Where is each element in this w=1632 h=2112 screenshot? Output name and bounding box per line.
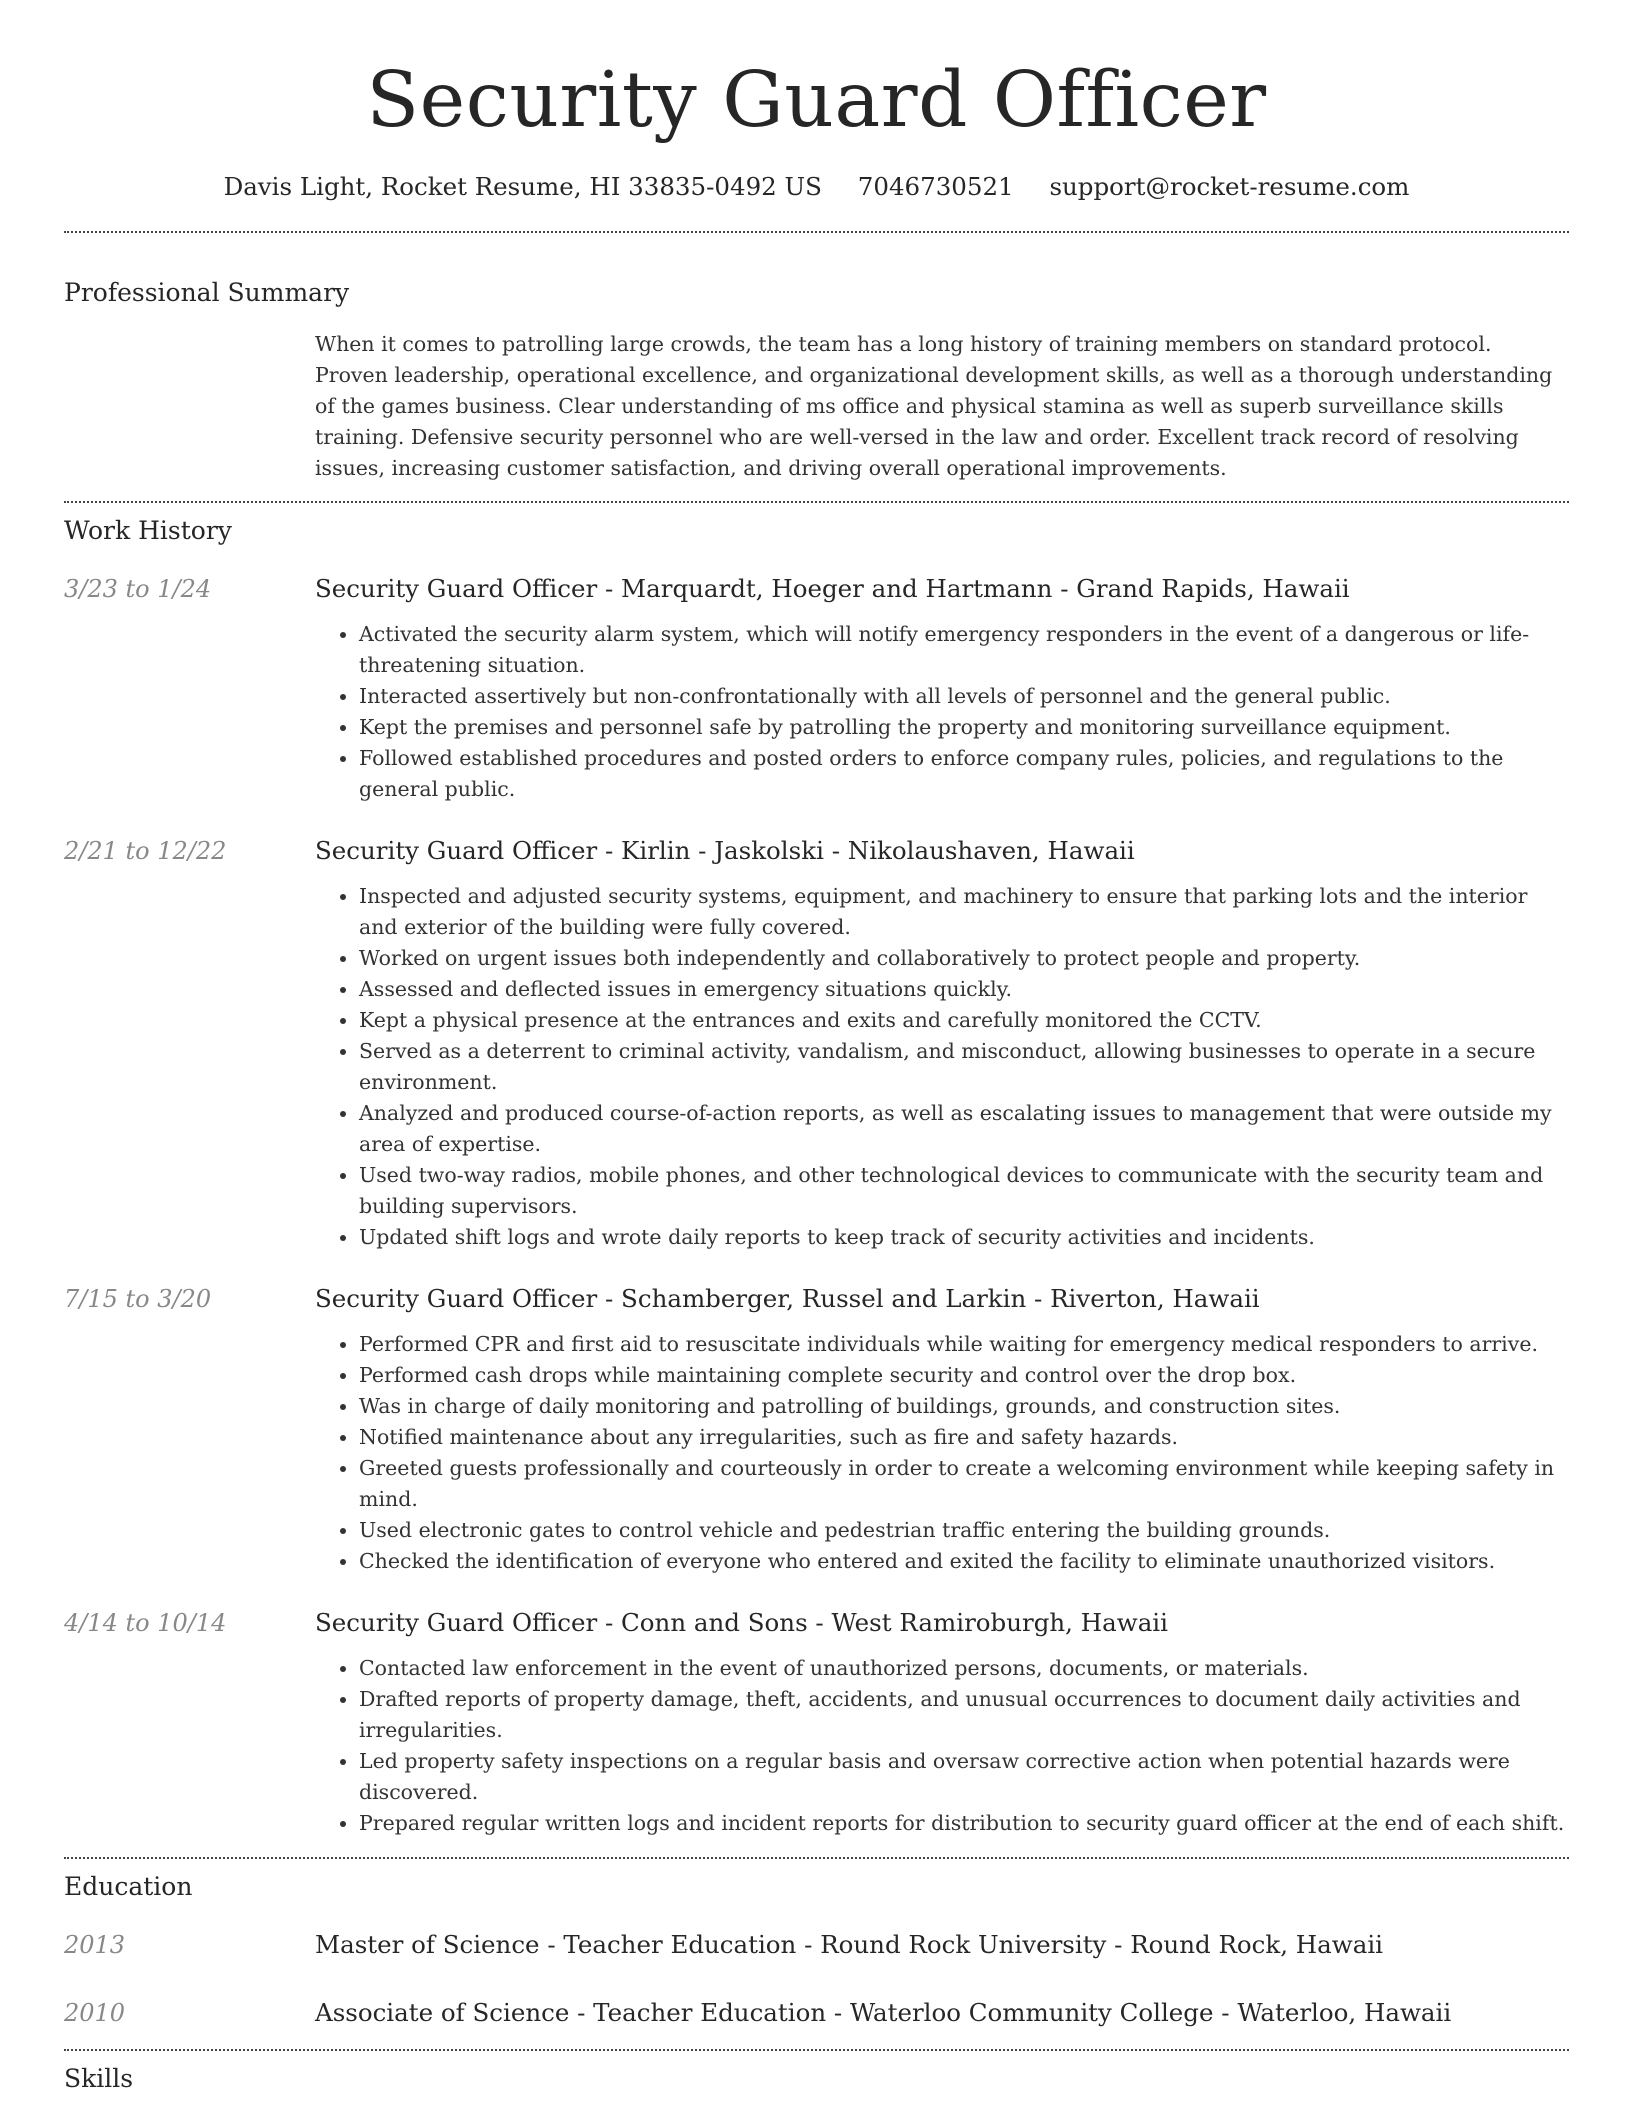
job-bullet: • Used electronic gates to control vehicle and pedestrian traffic entering the building grounds. bbox=[359, 1515, 1569, 1546]
job-bullet: • Served as a deterrent to criminal activity, vandalism, and misconduct, allowing businesses to operate in a secure environment. bbox=[359, 1036, 1569, 1098]
job-bullets bbox=[315, 1653, 1569, 1839]
job-dates: 4/14 to 10/14 bbox=[64, 1609, 227, 1637]
education-year: 2013 bbox=[64, 1931, 126, 1959]
job-bullet: • Inspected and adjusted security systems, equipment, and machinery to ensure that parking lots and the interior and exterior of the building were fully covered. bbox=[359, 881, 1569, 943]
job-bullet: • Used two-way radios, mobile phones, and other technological devices to communicate with the security team and building supervisors. bbox=[359, 1160, 1569, 1222]
section-divider bbox=[64, 1857, 1569, 1859]
job-bullet: • Contacted law enforcement in the event of unauthorized persons, documents, or materials. bbox=[359, 1653, 1569, 1684]
job-bullet: • Performed cash drops while maintaining complete security and control over the drop box. bbox=[359, 1360, 1569, 1391]
contact-phone: 7046730521 bbox=[857, 172, 1014, 201]
education-entry bbox=[64, 1927, 1569, 1963]
job-bullet: • Checked the identification of everyone who entered and exited the facility to eliminate unauthorized visitors. bbox=[359, 1546, 1569, 1577]
job-bullet: • Drafted reports of property damage, theft, accidents, and unusual occurrences to document daily activities and irregularities. bbox=[359, 1684, 1569, 1746]
section-divider bbox=[64, 231, 1569, 233]
job-bullet: • Kept a physical presence at the entrances and exits and carefully monitored the CCTV. bbox=[359, 1005, 1569, 1036]
job-bullet: • Greeted guests professionally and courteously in order to create a welcoming environment while keeping safety in mind. bbox=[359, 1453, 1569, 1515]
job-bullet: • Interacted assertively but non-confrontationally with all levels of personnel and the general public. bbox=[359, 681, 1569, 712]
education-year: 2010 bbox=[64, 1999, 126, 2027]
job-bullet: • Kept the premises and personnel safe by patrolling the property and monitoring surveillance equipment. bbox=[359, 712, 1569, 743]
section-divider bbox=[64, 501, 1569, 503]
job-bullets bbox=[315, 1329, 1569, 1577]
job-bullet: • Updated shift logs and wrote daily reports to keep track of security activities and incidents. bbox=[359, 1222, 1569, 1253]
section-heading-summary: Professional Summary bbox=[64, 278, 350, 307]
job-title: Security Guard Officer - Marquardt, Hoeger and Hartmann - Grand Rapids, Hawaii bbox=[315, 574, 1350, 603]
section-heading-skills: Skills bbox=[64, 2064, 134, 2093]
job-bullet: • Worked on urgent issues both independently and collaboratively to protect people and property. bbox=[359, 943, 1569, 974]
section-divider bbox=[64, 2049, 1569, 2051]
job-bullets bbox=[315, 881, 1569, 1253]
job-bullet: • Notified maintenance about any irregularities, such as fire and safety hazards. bbox=[359, 1422, 1569, 1453]
job-title: Security Guard Officer - Kirlin - Jaskolski - Nikolaushaven, Hawaii bbox=[315, 836, 1135, 865]
job-title: Security Guard Officer - Schamberger, Russel and Larkin - Riverton, Hawaii bbox=[315, 1284, 1260, 1313]
job-bullet: • Was in charge of daily monitoring and patrolling of buildings, grounds, and construction sites. bbox=[359, 1391, 1569, 1422]
contact-email: support@rocket-resume.com bbox=[1049, 172, 1410, 201]
job-dates: 7/15 to 3/20 bbox=[64, 1285, 212, 1313]
job-entry bbox=[64, 571, 1569, 805]
summary-text: When it comes to patrolling large crowds, the team has a long history of training members on standard protocol. Proven leadership, operational excellence, and organizational development skills, as well as a thorough understanding of the games business. Clear understanding of ms office and physical stamina as well as superb surveillance skills training. Defensive security personnel who are well-versed in the law and order. Excellent track record of resolving issues, increasing customer satisfaction, and driving overall operational improvements. bbox=[315, 332, 1553, 480]
job-bullet: • Assessed and deflected issues in emergency situations quickly. bbox=[359, 974, 1569, 1005]
job-entry bbox=[64, 1281, 1569, 1577]
education-entry bbox=[64, 1995, 1569, 2031]
job-bullet: • Performed CPR and first aid to resuscitate individuals while waiting for emergency medical responders to arrive. bbox=[359, 1329, 1569, 1360]
job-bullet: • Activated the security alarm system, which will notify emergency responders in the event of a dangerous or life-threatening situation. bbox=[359, 619, 1569, 681]
job-bullet: • Prepared regular written logs and incident reports for distribution to security guard officer at the end of each shift. bbox=[359, 1808, 1569, 1839]
contact-line bbox=[64, 170, 1569, 204]
job-bullet: • Analyzed and produced course-of-action reports, as well as escalating issues to management that were outside my area of expertise. bbox=[359, 1098, 1569, 1160]
job-bullet: • Followed established procedures and posted orders to enforce company rules, policies, and regulations to the general public. bbox=[359, 743, 1569, 805]
contact-address: Davis Light, Rocket Resume, HI 33835-0492 US bbox=[223, 172, 822, 201]
job-title: Security Guard Officer - Conn and Sons - West Ramiroburgh, Hawaii bbox=[315, 1608, 1168, 1637]
section-heading-work: Work History bbox=[64, 516, 232, 545]
job-bullets bbox=[315, 619, 1569, 805]
resume-title: Security Guard Officer bbox=[366, 56, 1267, 145]
resume-page bbox=[64, 0, 1569, 2097]
job-entry bbox=[64, 833, 1569, 1253]
job-dates: 3/23 to 1/24 bbox=[64, 575, 212, 603]
education-title: Master of Science - Teacher Education - Round Rock University - Round Rock, Hawaii bbox=[315, 1930, 1384, 1959]
education-title: Associate of Science - Teacher Education - Waterloo Community College - Waterloo, Hawaii bbox=[315, 1998, 1452, 2027]
job-entry bbox=[64, 1605, 1569, 1839]
job-dates: 2/21 to 12/22 bbox=[64, 837, 227, 865]
section-heading-education: Education bbox=[64, 1872, 193, 1901]
job-bullet: • Led property safety inspections on a regular basis and oversaw corrective action when potential hazards were discovered. bbox=[359, 1746, 1569, 1808]
